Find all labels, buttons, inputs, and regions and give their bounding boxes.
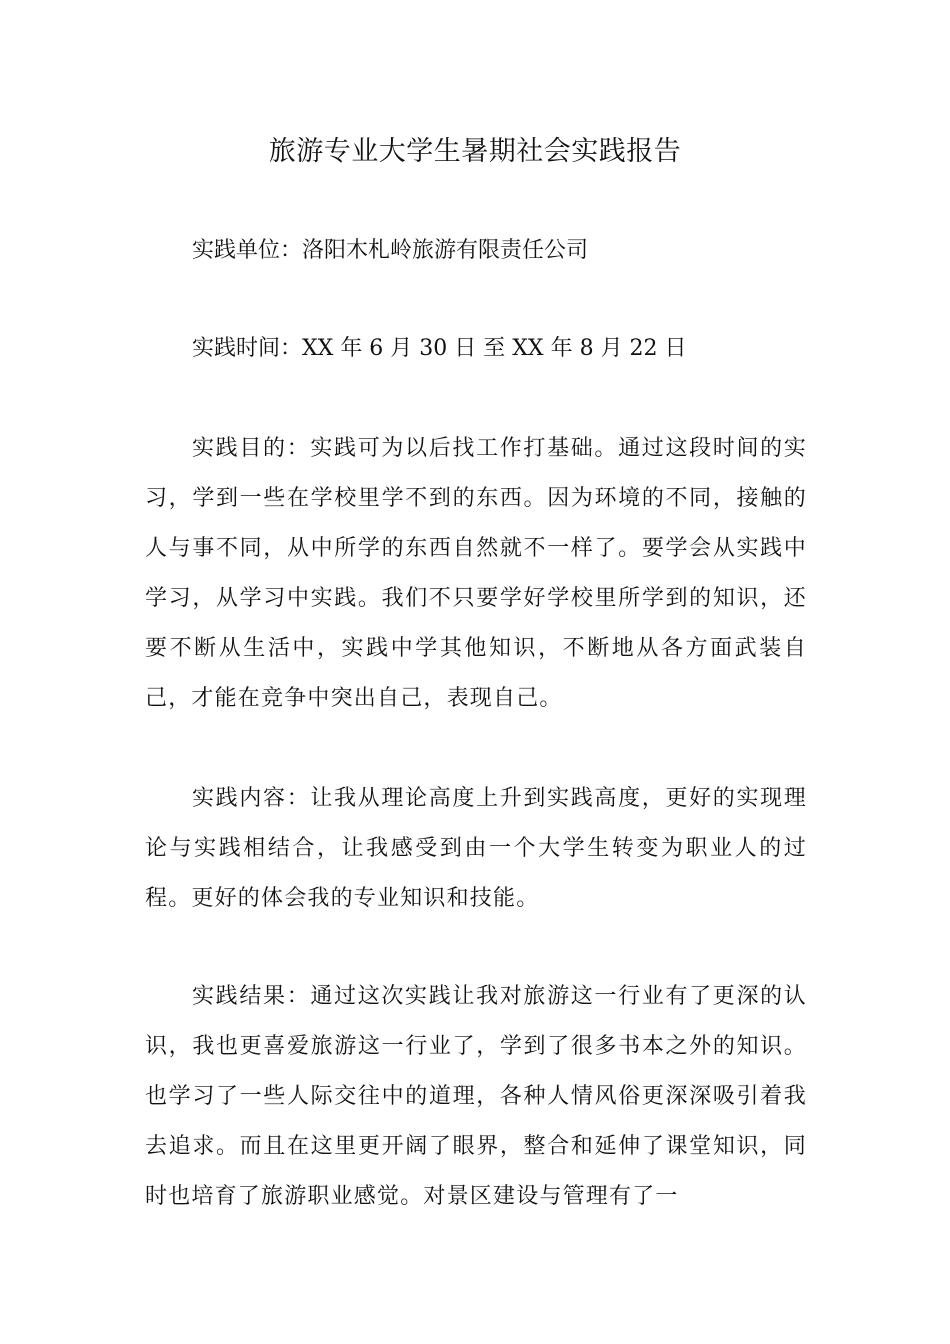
practice-time-line: 实践时间：XX 年 6 月 30 日 至 XX 年 8 月 22 日 [192,336,687,361]
practice-unit-line: 实践单位：洛阳木札岭旅游有限责任公司 [192,238,589,263]
practice-content-paragraph: 实践内容：让我从理论高度上升到实践高度，更好的实现理论与实践相结合，让我感受到由一个大学生转变为职业人的过程。更好的体会我的专业知识和技能。 [145,786,807,911]
practice-purpose-paragraph: 实践目的：实践可为以后找工作打基础。通过这段时间的实习，学到一些在学校里学不到的东西。因为环境的不同，接触的人与事不同，从中所学的东西自然就不一样了。要学会从实践中学习，从学习中实践。我们不只要学好学校里所学到的知识，还要不断从生活中，实践中学其他知识，不断地从各方面武装自己，才能在竞争中突出自己，表现自己。 [145,436,807,711]
practice-result-paragraph: 实践结果：通过这次实践让我对旅游这一行业有了更深的认识，我也更喜爱旅游这一行业了，学到了很多书本之外的知识。也学习了一些人际交往中的道理，各种人情风俗更深深吸引着我去追求。而且在这里更开阔了眼界，整合和延伸了课堂知识，同时也培育了旅游职业感觉。对景区建设与管理有了一 [145,984,807,1209]
document-title: 旅游专业大学生暑期社会实践报告 [268,136,682,167]
